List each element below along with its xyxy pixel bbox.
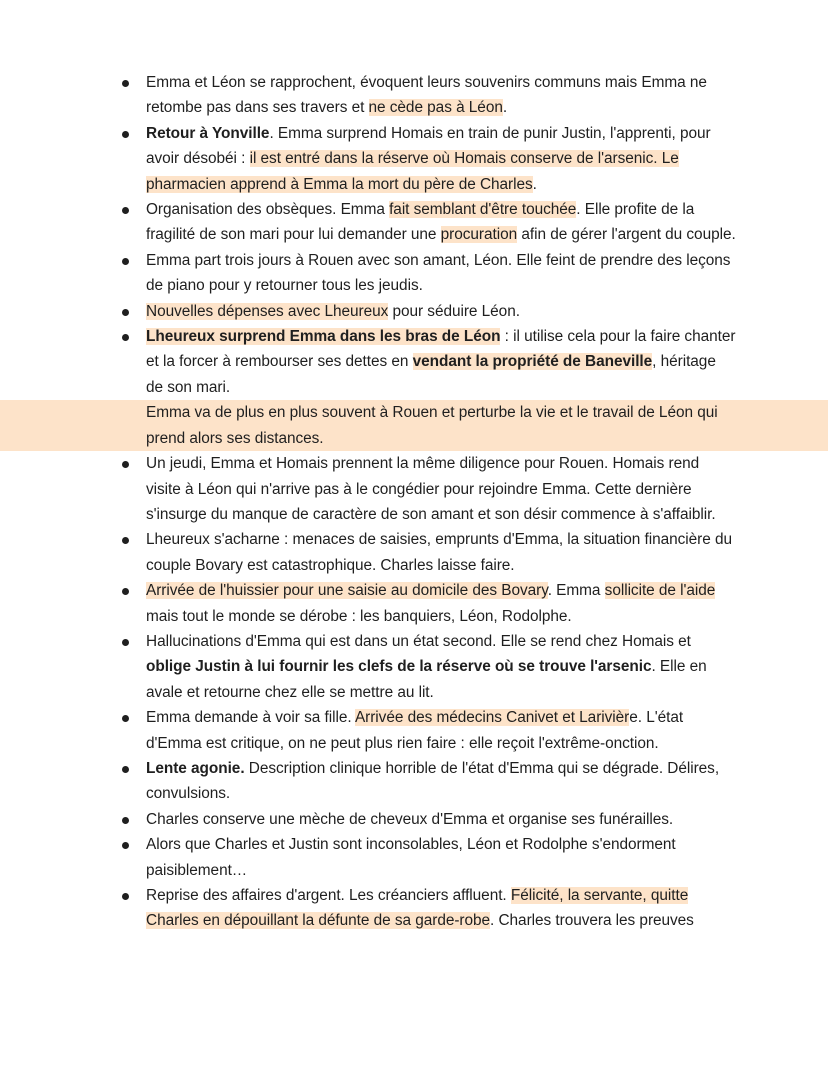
list-item: Emma part trois jours à Rouen avec son amant, Léon. Elle feint de prendre des leçons de piano pour y retourner tous les jeudis. (146, 248, 736, 299)
highlight: Nouvelles dépenses avec Lheureux (146, 302, 389, 320)
list-item: Alors que Charles et Justin sont inconsolables, Léon et Rodolphe s'endorment paisiblement… (146, 832, 736, 883)
bullet-list (146, 70, 736, 934)
list-item: Retour à Yonville. Emma surprend Homais en train de punir Justin, l'apprenti, pour avoir désobéi : il est entré dans la réserve où Homais conserve de l'arsenic. Le pharmacien apprend à Emma la mort du père de Charles. (146, 121, 736, 197)
list-item: Organisation des obsèques. Emma fait semblant d'être touchée. Elle profite de la fragilité de son mari pour lui demander une procuration afin de gérer l'argent du couple. (146, 197, 736, 248)
bold-text: Lente agonie. (146, 759, 245, 777)
list-item: Charles conserve une mèche de cheveux d'Emma et organise ses funérailles. (146, 807, 736, 832)
highlight: ne cède pas à Léon (368, 99, 503, 117)
list-item: Emma et Léon se rapprochent, évoquent leurs souvenirs communs mais Emma ne retombe pas dans ses travers et ne cède pas à Léon. (146, 70, 736, 121)
list-item: Lheureux surprend Emma dans les bras de Léon : il utilise cela pour la faire chanter et la forcer à rembourser ses dettes en vendant la propriété de Baneville, héritage de son mari. (146, 324, 736, 400)
list-item: Emma va de plus en plus souvent à Rouen et perturbe la vie et le travail de Léon qui prend alors ses distances. (0, 400, 828, 451)
list-item: Un jeudi, Emma et Homais prennent la même diligence pour Rouen. Homais rend visite à Léon qui n'arrive pas à le congédier pour rejoindre Emma. Cette dernière s'insurge du manque de caractère de son amant et son désir commence à s'affaiblir. (146, 451, 736, 527)
list-item: Lheureux s'acharne : menaces de saisies, emprunts d'Emma, la situation financière du couple Bovary est catastrophique. Charles laisse faire. (146, 527, 736, 578)
list-item: Lente agonie. Description clinique horrible de l'état d'Emma qui se dégrade. Délires, convulsions. (146, 756, 736, 807)
list-item: Arrivée de l'huissier pour une saisie au domicile des Bovary. Emma sollicite de l'aide mais tout le monde se dérobe : les banquiers, Léon, Rodolphe. (146, 578, 736, 629)
bold-text: Retour à Yonville (146, 124, 270, 142)
highlight: fait semblant d'être touchée (389, 201, 577, 219)
highlight: procuration (440, 226, 518, 244)
list-item: Emma demande à voir sa fille. Arrivée des médecins Canivet et Larivière. L'état d'Emma est critique, on ne peut plus rien faire : elle reçoit l'extrême-onction. (146, 705, 736, 756)
highlight: il est entré dans la réserve où Homais conserve de l'arsenic. Le pharmacien apprend à Emma la mort du père de Charles (146, 150, 679, 193)
list-item: Reprise des affaires d'argent. Les créanciers affluent. Félicité, la servante, quitte Charles en dépouillant la défunte de sa garde-robe. Charles trouvera les preuves (146, 883, 736, 934)
highlight: sollicite de l'aide (604, 582, 716, 600)
list-item: Hallucinations d'Emma qui est dans un état second. Elle se rend chez Homais et oblige Justin à lui fournir les clefs de la réserve où se trouve l'arsenic. Elle en avale et retourne chez elle se mettre au lit. (146, 629, 736, 705)
highlight: Arrivée de l'huissier pour une saisie au domicile des Bovary (146, 582, 548, 600)
bold-text: oblige Justin à lui fournir les clefs de la réserve où se trouve l'arsenic (146, 658, 652, 676)
highlight: Arrivée des médecins Canivet et Larivièr (354, 709, 630, 727)
bold-highlight: Lheureux surprend Emma dans les bras de Léon (146, 328, 501, 346)
list-item: Nouvelles dépenses avec Lheureux pour séduire Léon. (146, 299, 736, 324)
highlight: Félicité, la servante, quitte Charles en dépouillant la défunte de sa garde-robe (146, 887, 689, 930)
bold-highlight: vendant la propriété de Baneville (412, 353, 653, 371)
